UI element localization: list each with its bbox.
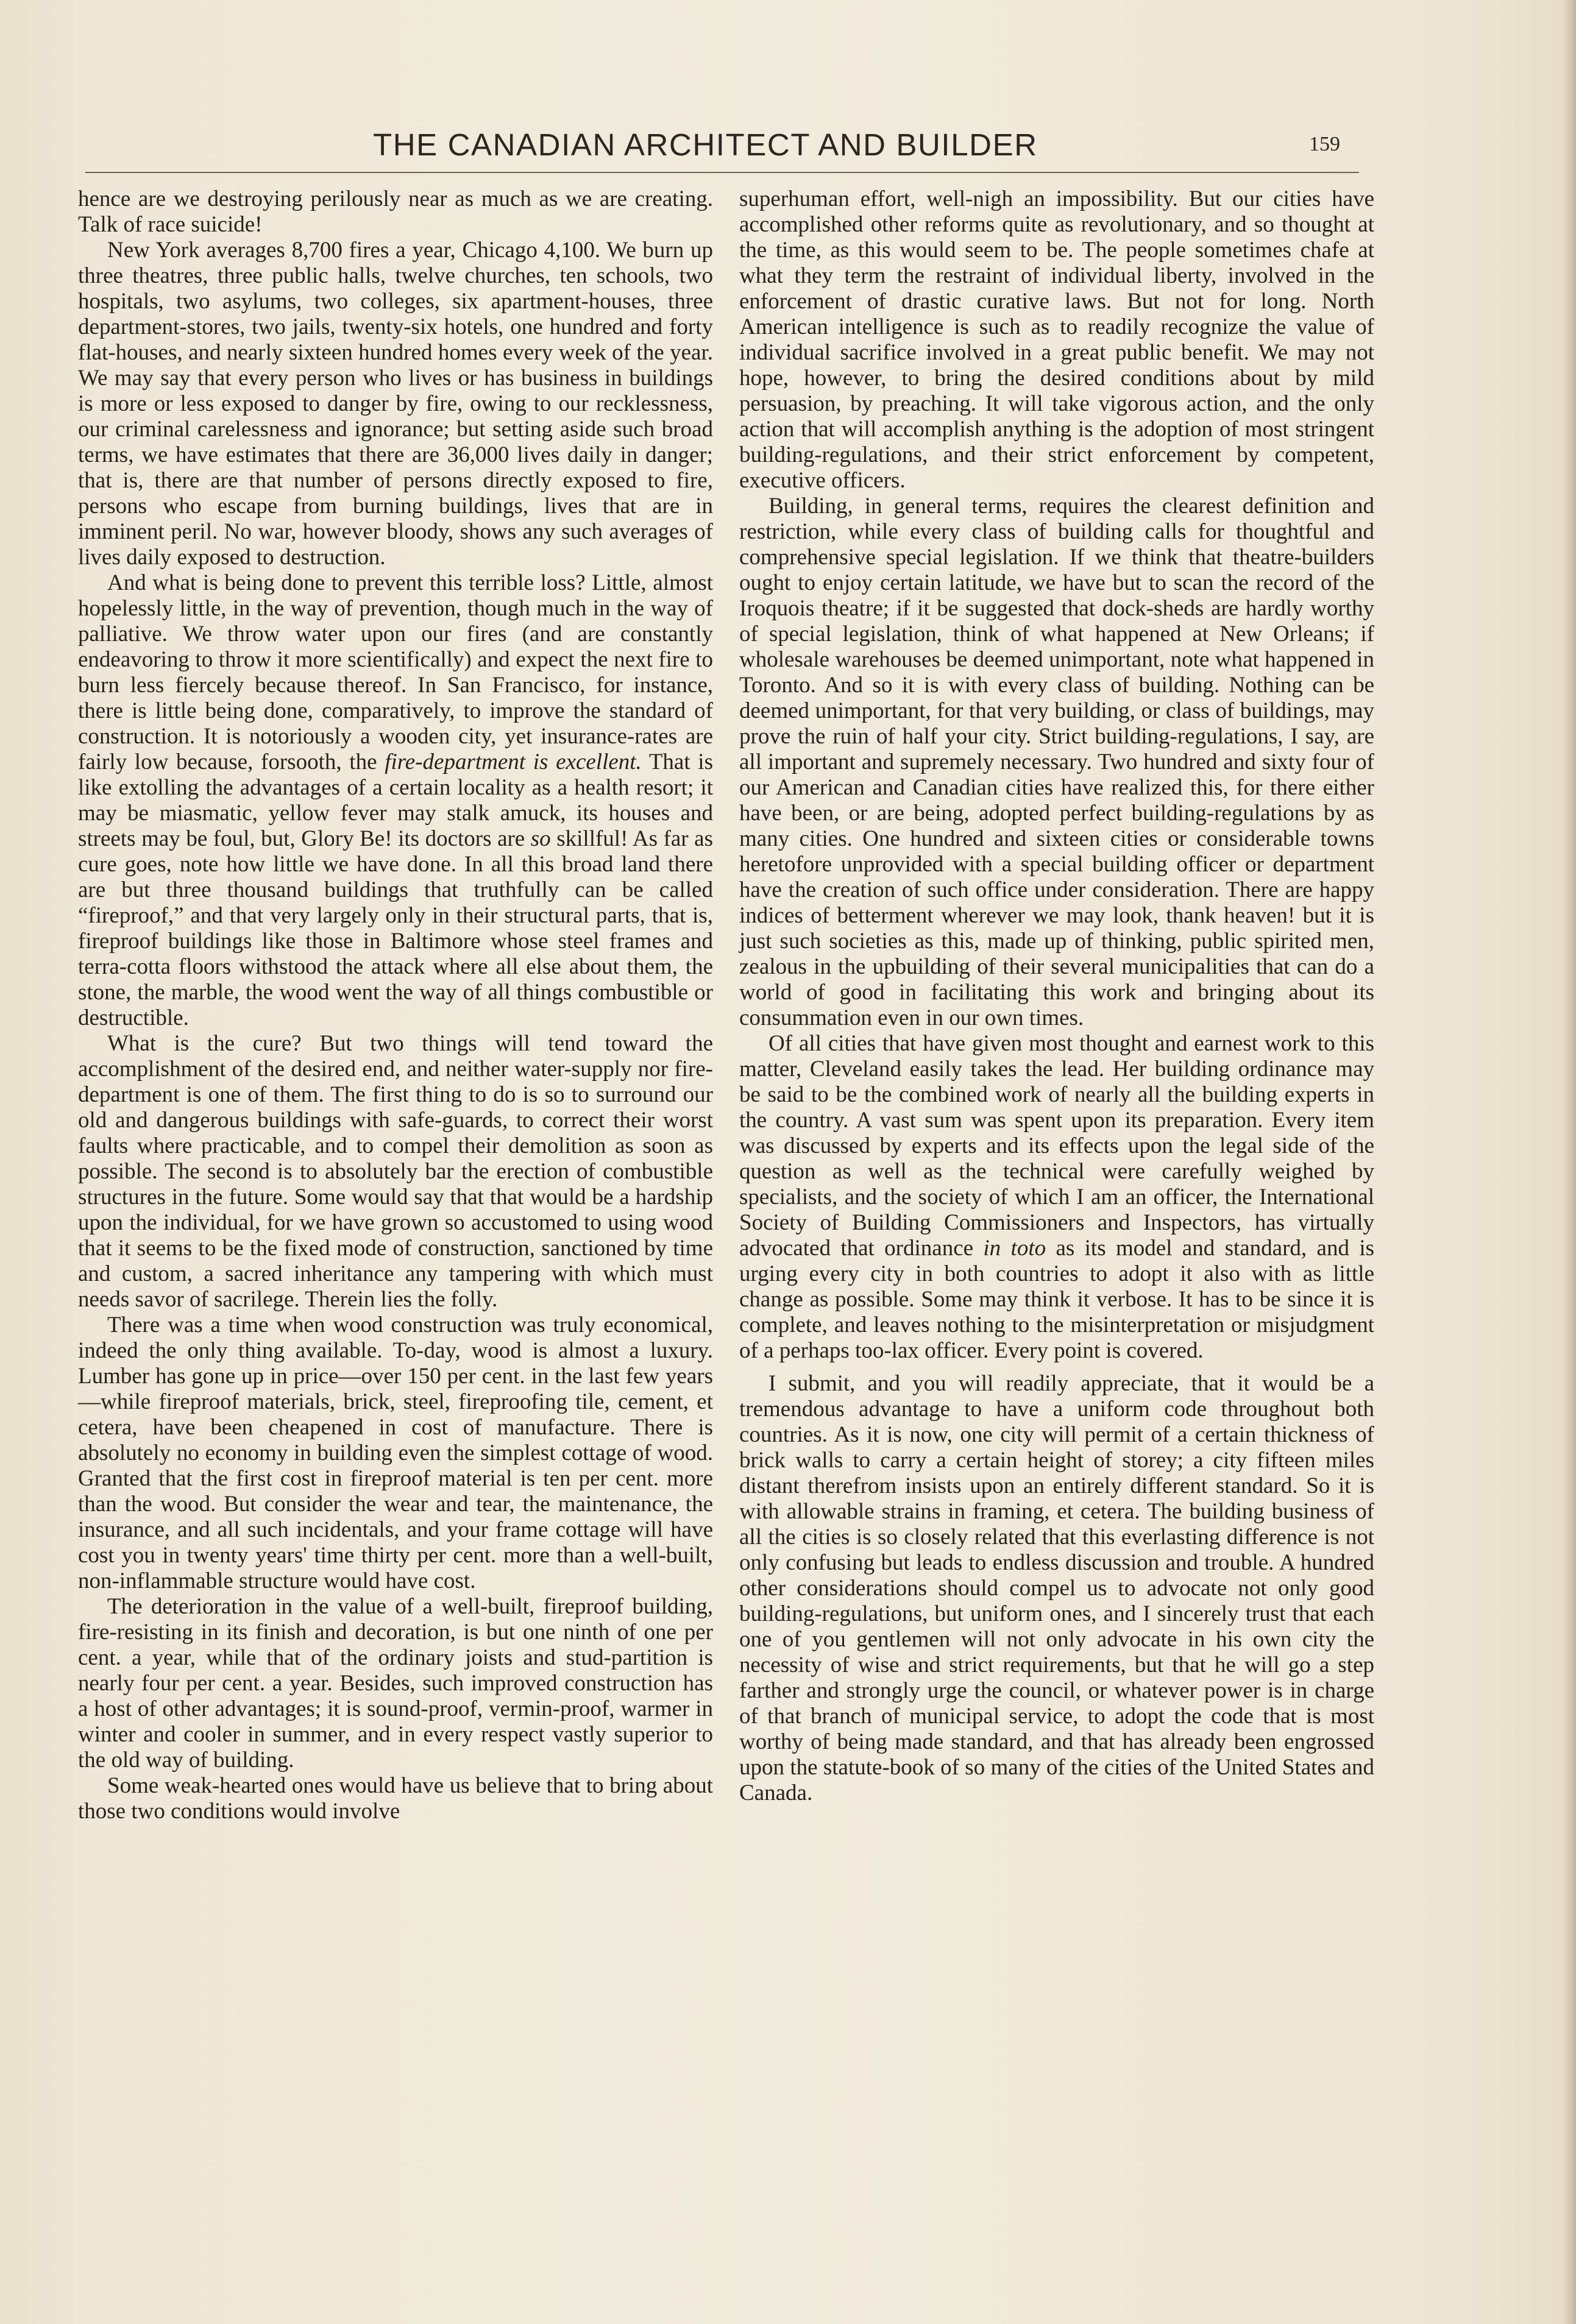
emphasis-text: so (530, 826, 551, 851)
emphasis-text: in toto (983, 1236, 1046, 1261)
text-run: Of all cities that have given most thought and earnest work to this matter, Cleveland easily takes the lead. Her building ordinance may be said to be the combined work of nearly all the building experts in the country. A vast sum was spent upon its preparation. Every item was discussed by experts and its effects upon the legal side of the question as well as the technical were carefully weighed by specialists, and the society of which I am an officer, the International Society of Building Commissioners and Inspectors, has virtually advocated that ordinance (739, 1031, 1374, 1261)
header-rule (85, 172, 1359, 173)
paragraph: Building, in general terms, requires the clearest definition and restriction, while every class of building calls for thoughtful and comprehensive special legislation. If we think that theatre-builders ought to enjoy certain latitude, we have but to scan the record of the Iroquois theatre; if it be suggested that dock-sheds are hardly worthy of special legislation, think of what happened at New Orleans; if wholesale warehouses be deemed unimportant, note what happened in Toronto. And so it is with every class of building. Nothing can be deemed unimportant, for that very building, or class of buildings, may prove the ruin of half your city. Strict building-regulations, I say, are all important and supremely necessary. Two hundred and sixty four of our American and Canadian cities have realized this, for there either have been, or are being, adopted perfect building-regulations by as many cities. One hundred and sixteen cities or considerable towns heretofore unprovided with a special building officer or department have the creation of such office under consideration. There are happy indices of betterment wherever we may look, thank heaven! but it is just such societies as this, made up of thinking, public spirited men, zealous in the upbuilding of their several municipalities that can do a world of good in facilitating this work and bringing about its consummation even in our own times. (739, 494, 1374, 1030)
text-run: as its model and standard, and is urging every city in both countries to adopt it also with as little change as possible. Some may think it verbose. It has to be since it is complete, and leaves nothing to the misinterpretation or misjudgment of a perhaps too-lax officer. Every point is covered. (739, 1236, 1374, 1363)
paragraph: New York averages 8,700 fires a year, Chicago 4,100. We burn up three theatres, three public halls, twelve churches, ten schools, two hospitals, two asylums, two colleges, six apartment-houses, three department-stores, two jails, twenty-six hotels, one hundred and forty flat-houses, and nearly sixteen hundred homes every week of the year. We may say that every person who lives or has business in buildings is more or less exposed to danger by fire, owing to our recklessness, our criminal carelessness and ignorance; but setting aside such broad terms, we have estimates that there are 36,000 lives daily in danger; that is, there are that number of persons directly exposed to fire, persons who escape from burning buildings, lives that are in imminent peril. No war, however bloody, shows any such averages of lives daily exposed to destruction. (78, 238, 713, 570)
text-run: That is like extolling the advantages of a certain locality as a health resort; it may be miasmatic, yellow fever may stalk amuck, its houses and streets may be foul, but, Glory Be! its doctors are (78, 749, 713, 851)
paragraph (78, 570, 713, 1031)
paragraph: I submit, and you will readily appreciate, that it would be a tremendous advantage to have a uniform code throughout both countries. As it is now, one city will permit of a certain thickness of brick walls to carry a certain height of storey; a city fifteen miles distant therefrom insists upon an entirely different standard. So it is with allowable strains in framing, et cetera. The building business of all the cities is so closely related that this everlasting difference is not only confusing but leads to endless discussion and trouble. A hundred other considerations should compel us to advocate not only good building-regulations, but uniform ones, and I sincerely trust that each one of you gentlemen will not only advocate in his own city the necessity of wise and strict requirements, but that he will go a step farther and strongly urge the council, or whatever power is in charge of that branch of municipal service, to adopt the code that is most worthy of being made standard, and that has already been engrossed upon the statute-book of so many of the cities of the United States and Canada. (739, 1371, 1374, 1805)
paragraph: The deterioration in the value of a well-built, fireproof building, fire-resisting in its finish and decoration, is but one ninth of one per cent. a year, while that of the ordinary joists and stud-partition is nearly four per cent. a year. Besides, such improved construction has a host of other advantages; it is sound-proof, vermin-proof, warmer in winter and cooler in summer, and in every respect vastly superior to the old way of building. (78, 1594, 713, 1773)
paragraph: hence are we destroying perilously near as much as we are creating. Talk of race suicide! (78, 186, 713, 237)
right-column (739, 186, 1374, 1806)
page-edge-shadow (1563, 0, 1576, 2324)
paragraph: Some weak-hearted ones would have us believe that to bring about those two conditions would involve (78, 1773, 713, 1824)
paragraph: There was a time when wood construction was truly economical, indeed the only thing available. To-day, wood is almost a luxury. Lumber has gone up in price—over 150 per cent. in the last few years—while fireproof materials, brick, steel, fireproofing tile, cement, et cetera, have been cheapened in cost of manufacture. There is absolutely no economy in building even the simplest cottage of wood. Granted that the first cost in fireproof material is ten per cent. more than the wood. But consider the wear and tear, the maintenance, the insurance, and all such incidentals, and your frame cottage will have cost you in twenty years' time thirty per cent. more than a well-built, non-inflammable structure would have cost. (78, 1313, 713, 1593)
paragraph: superhuman effort, well-nigh an impossibility. But our cities have accomplished other reforms quite as revolutionary, and so thought at the time, as this would seem to be. The people sometimes chafe at what they term the restraint of individual liberty, involved in the enforcement of drastic curative laws. But not for long. North American intelligence is such as to readily recognize the value of individual sacrifice involved in a great public benefit. We may not hope, however, to bring the desired conditions about by mild persuasion, by preaching. It will take vigorous action, and the only action that will accomplish anything is the adoption of most stringent building-regulations, and their strict enforcement by competent, executive officers. (739, 186, 1374, 493)
text-run: skillful! As far as cure goes, note how little we have done. In all this broad land there are but three thousand buildings that truthfully can be called “fireproof,” and that very largely only in their structural parts, that is, fireproof buildings like those in Baltimore whose steel frames and terra-cotta floors withstood the attack where all else about them, the stone, the marble, the wood went the way of all things combustible or destructible. (78, 826, 713, 1030)
left-column (78, 186, 713, 1824)
text-run: And what is being done to prevent this terrible loss? Little, almost hopelessly little, in the way of prevention, though much in the way of palliative. We throw water upon our fires (and are constantly endeavoring to throw it more scientifically) and expect the next fire to burn less fiercely because thereof. In San Francisco, for instance, there is little being done, comparatively, to improve the standard of construction. It is notoriously a wooden city, yet insurance-rates are fairly low because, forsooth, the (78, 570, 713, 774)
paragraph (739, 1031, 1374, 1364)
emphasis-text: fire-department is excellent. (385, 749, 642, 774)
running-header-title: THE CANADIAN ARCHITECT AND BUILDER (373, 127, 1038, 162)
page-number: 159 (1309, 133, 1340, 155)
paragraph: What is the cure? But two things will tend toward the accomplishment of the desired end, and neither water-supply nor fire-department is one of them. The first thing to do is so to surround our old and dangerous buildings with safe-guards, to correct their worst faults where practicable, and to compel their demolition as soon as possible. The second is to absolutely bar the erection of combustible structures in the future. Some would say that that would be a hardship upon the individual, for we have grown so accustomed to using wood that it seems to be the fixed mode of construction, sanctioned by time and custom, a sacred inheritance any tampering with which must needs savor of sacrilege. Therein lies the folly. (78, 1031, 713, 1312)
